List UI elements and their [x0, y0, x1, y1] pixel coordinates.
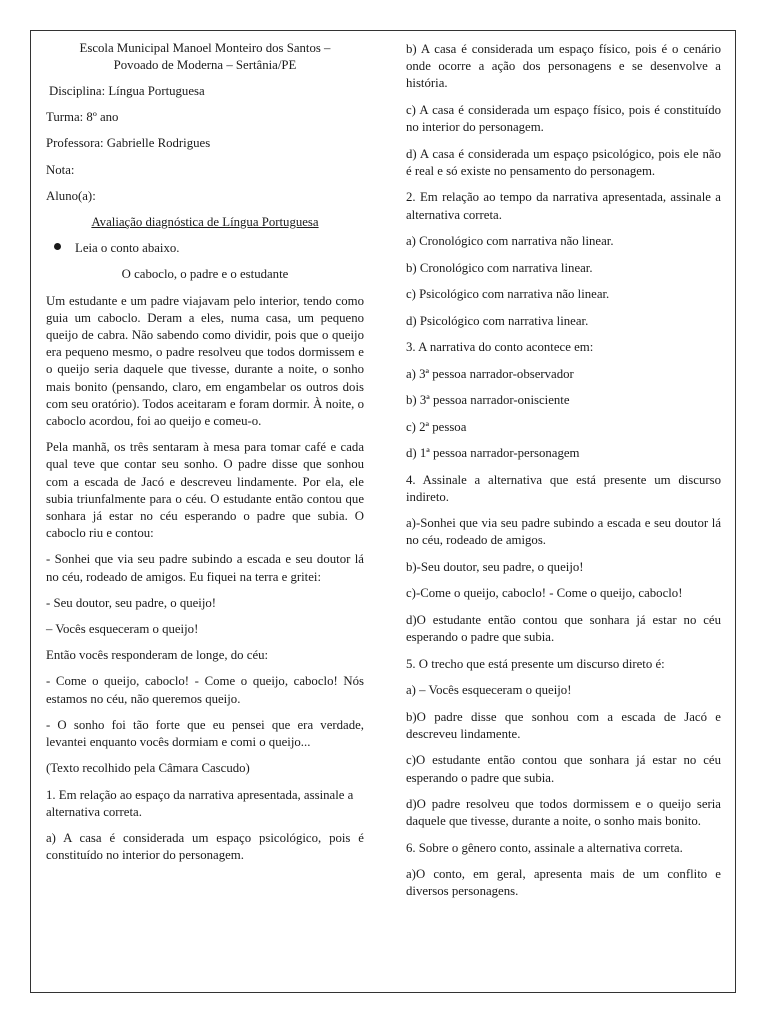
- question-3-option-d: d) 1ª pessoa narrador-personagem: [406, 446, 580, 461]
- teacher-line: Professora: Gabrielle Rodrigues: [46, 136, 211, 151]
- story-paragraph: - Sonhei que via seu padre subindo a escada e seu doutor lá no céu, rodeado de amigos. Eu fiquei na terra e gritei:: [46, 552, 364, 584]
- question-4-option-c: c)-Come o queijo, caboclo! - Come o queijo, caboclo!: [406, 586, 683, 601]
- school-name: Escola Municipal Manoel Monteiro dos Santos –: [79, 41, 331, 55]
- story-source: (Texto recolhido pela Câmara Cascudo): [46, 761, 250, 776]
- question-6-stem: 6. Sobre o gênero conto, assinale a alternativa correta.: [406, 840, 683, 855]
- question-2-option-c: c) Psicológico com narrativa não linear.: [406, 287, 610, 302]
- question-2-option-a: a) Cronológico com narrativa não linear.: [406, 234, 614, 249]
- story-paragraph: - O sonho foi tão forte que eu pensei que era verdade, levantei enquanto vocês dormiam e comi o queijo...: [46, 717, 364, 750]
- question-5-option-c: c)O estudante então contou que sonhara já estar no céu esperando o padre que subia.: [406, 753, 721, 785]
- question-3-stem: 3. A narrativa do conto acontece em:: [406, 340, 594, 355]
- question-3-option-b: b) 3ª pessoa narrador-onisciente: [406, 393, 570, 408]
- instruction-text: Leia o conto abaixo.: [75, 241, 180, 256]
- bullet-icon: [54, 243, 61, 250]
- question-5-option-a: a) – Vocês esqueceram o queijo!: [406, 683, 572, 698]
- right-column: [406, 41, 721, 910]
- question-2-option-b: b) Cronológico com narrativa linear.: [406, 260, 593, 275]
- school-header: [46, 40, 364, 74]
- grade-line: Nota:: [46, 162, 75, 177]
- story-paragraph: – Vocês esqueceram o queijo!: [46, 622, 199, 637]
- instruction-bullet: [46, 240, 364, 257]
- question-1-option-b: b) A casa é considerada um espaço físico, pois é o cenário onde ocorre a ação dos personagens e se desenvolve a história.: [406, 42, 721, 91]
- question-1-option-c: c) A casa é considerada um espaço físico, pois é constituído no interior do personagem.: [406, 102, 721, 135]
- story-paragraph: - Seu doutor, seu padre, o queijo!: [46, 595, 217, 610]
- question-4-option-d: d)O estudante então contou que sonhara já estar no céu esperando o padre que subia.: [406, 612, 721, 645]
- question-3-option-c: c) 2ª pessoa: [406, 419, 467, 434]
- school-location: Povoado de Moderna – Sertânia/PE: [113, 58, 297, 72]
- story-paragraph: Pela manhã, os três sentaram à mesa para tomar café e cada qual teve que contar seu sonho. O padre disse que sonhou com a escada de Jacó e descreveu lindamente. Por ela, ele subia triunfalmente para o céu. O estudante então contou que sonhara já estar no céu esperando o padre que subia. O caboclo riu e contou:: [46, 440, 364, 541]
- question-3-option-a: a) 3ª pessoa narrador-observador: [406, 366, 574, 381]
- student-line: Aluno(a):: [46, 188, 96, 203]
- question-1-option-d: d) A casa é considerada um espaço psicológico, pois ele não é real e só existe no pensamento do personagem.: [406, 146, 721, 178]
- story-paragraph: - Come o queijo, caboclo! - Come o queijo, caboclo! Nós estamos no céu, não queremos queijo.: [46, 674, 364, 706]
- question-5-option-d: d)O padre resolveu que todos dormissem e o queijo seria daquele que tivesse, durante a noite, o sonho mais bonito.: [406, 797, 721, 829]
- exam-page: [30, 30, 736, 993]
- question-1-option-a: a) A casa é considerada um espaço psicológico, pois é constituído no interior do personagem.: [46, 830, 364, 863]
- question-6-option-a: a)O conto, em geral, apresenta mais de um conflito e diversos personagens.: [406, 867, 721, 899]
- question-4-option-b: b)-Seu doutor, seu padre, o queijo!: [406, 559, 584, 574]
- assessment-title: Avaliação diagnóstica de Língua Portuguesa: [91, 215, 319, 230]
- left-column: [46, 40, 364, 873]
- question-2-stem: 2. Em relação ao tempo da narrativa apresentada, assinale a alternativa correta.: [406, 190, 721, 222]
- story-title: O caboclo, o padre e o estudante: [121, 267, 289, 282]
- story-paragraph: Um estudante e um padre viajavam pelo interior, tendo como guia um caboclo. Deram a eles, numa casa, um pequeno queijo de cabra. Não sabendo como dividir, pois que o queijo era pequeno mesmo, o padre resolveu que todos dormissem e o queijo seria daquele que tivesse, durante a noite, o sonho mais bonito (pensando, claro, em engambelar os outros dois com seu oratório). Todos aceitaram e foram dormir. À noite, o caboclo acordou, foi ao queijo e comeu-o.: [46, 293, 364, 429]
- question-5-stem: 5. O trecho que está presente um discurso direto é:: [406, 656, 665, 671]
- question-4-option-a: a)-Sonhei que via seu padre subindo a escada e seu doutor lá no céu, rodeado de amigos.: [406, 516, 721, 548]
- class-line: Turma: 8º ano: [46, 110, 119, 125]
- subject-line: Disciplina: Língua Portuguesa: [49, 84, 205, 98]
- question-1-stem: 1. Em relação ao espaço da narrativa apresentada, assinale a alternativa correta.: [46, 787, 354, 819]
- question-4-stem: 4. Assinale a alternativa que está presente um discurso indireto.: [406, 472, 721, 504]
- question-2-option-d: d) Psicológico com narrativa linear.: [406, 313, 589, 328]
- story-paragraph: Então vocês responderam de longe, do céu:: [46, 648, 269, 663]
- question-5-option-b: b)O padre disse que sonhou com a escada de Jacó e descreveu lindamente.: [406, 709, 721, 741]
